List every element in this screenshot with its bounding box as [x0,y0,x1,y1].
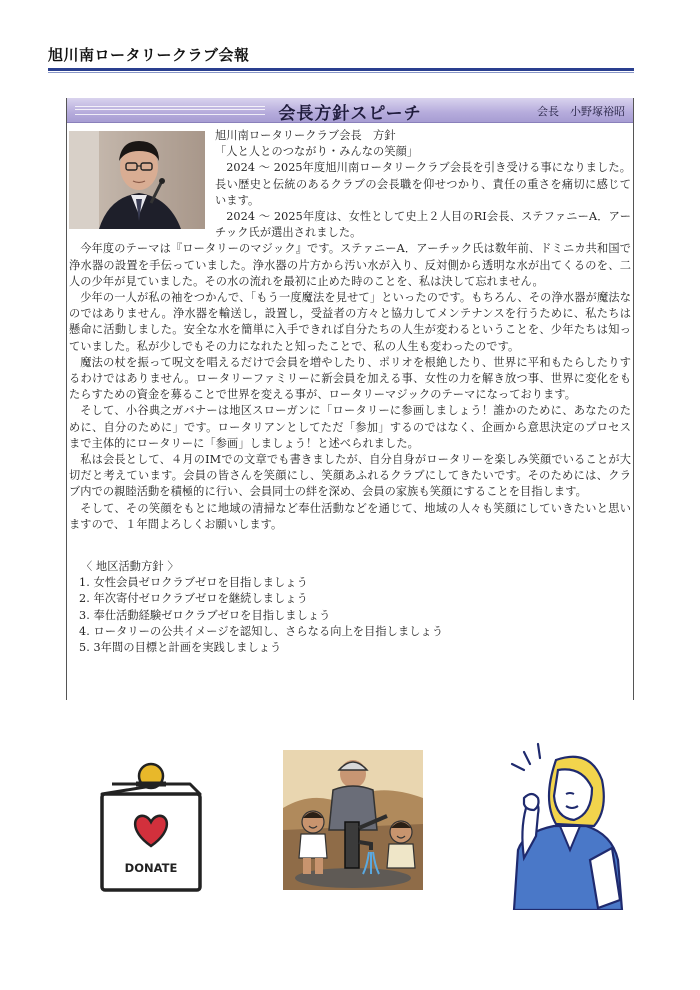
speech-body [69,128,631,656]
goal-item: 4. ロータリーの公共イメージを認知し、さらなる向上を目指しましょう [79,624,444,638]
goals-heading: 〈 地区活動方針 〉 [81,560,179,574]
water-pump-illustration [283,750,423,894]
header-rule [48,68,634,71]
header-rule-thin [48,72,634,73]
paragraph: 魔法の杖を振って呪文を唱えるだけで会員を増やしたり、ポリオを根絶したり、世界に平和もたらしたりするわけではありません。ロータリーファミリーに新会員を加える事、女性の力を解き放つ事、世界に変化をもたらすための資金を募ることで世界を変える事が、ロータリーマジックのテーマになっております。 [69,355,631,402]
paragraph: 私は会長として、４月のIMでの文章でも書きましたが、自分自身がロータリーを楽しみ笑顔でいることが大切だと考えています。会員の皆さんを笑顔にし、笑顔あふれるクラブにしてきたいです。そのためには、クラブ内での親睦活動を積極的に行い、会員同士の絆を深め、会員の家族も笑顔にすることを目指します。 [69,453,631,499]
goal-item: 3. 奉仕活動経験ゼロクラブゼロを目指しましょう [79,608,331,622]
photo-spacer [69,128,215,234]
businesswoman-illustration [494,740,624,914]
donate-box-illustration [98,762,208,896]
district-goals [69,559,631,656]
section-author: 会長 小野塚裕昭 [537,105,625,118]
goal-item: 2. 年次寄付ゼロクラブゼロを継続しましょう [79,592,308,606]
paragraph: 2024 ～ 2025年度旭川南ロータリークラブ会長を引き受ける事になりました。長い歴史と伝統のあるクラブの会長職を仰せつかり、責任の重さを痛切に感じています。 [215,161,631,207]
lead-line: 「人と人とのつながり・みんなの笑顔」 [215,145,419,159]
speech-article [66,98,634,700]
goal-item: 1. 女性会員ゼロクラブゼロを目指しましょう [79,576,308,590]
section-banner [67,98,633,123]
lead-line: 旭川南ロータリークラブ会長 方針 [215,129,396,142]
paragraph: そして、その笑顔をもとに地域の清掃など奉仕活動などを通じて、地域の人々も笑顔にしていきたいと思いますので、１年間よろしくお願いします。 [69,501,631,531]
newsletter-title: 旭川南ロータリークラブ会報 [48,46,250,64]
paragraph: 今年度のテーマは『ロータリーのマジック』です。ステァニーA．アーチック氏は数年前、ドミニカ共和国で浄水器の設置を手伝っていました。浄水器の片方から汚い水が入り、反対側から透明な水が出てくるのを、二人の少年が見ていました。その水の流れを最初に止めた時のことを、私は決して忘れません。 [69,242,631,288]
goal-item: 5. 3年間の目標と計画を実践しましょう [79,641,282,655]
donate-label: DONATE [124,861,178,875]
paragraph: 少年の一人が私の袖をつかんで、「もう一度魔法を見せて」といったのです。もちろん、その浄水器が魔法なのではありません。浄水器を輸送し，設置し，受益者の方々と協力してメンテナンスを行うために、私たちは懸命に活動しました。安全な水を簡単に入手できれば自分たちの人生が変わるということを、少年たちは知っていました。私が少しでもその力になれたと知ったことで、私の人生も変わったのです。 [69,291,631,353]
section-title: 会長方針スピーチ [278,104,422,124]
paragraph: そして、小谷典之ガバナーは地区スローガンに「ロータリーに参画しましょう！誰かのために、あなたのために、自分のために」です。ロータリアンとしてただ「参加」するのではなく、企画から意思決定のプロセスまで主体的にロータリーに「参画」しましょう！と述べられました。 [69,404,631,450]
paragraph: 2024 ～ 2025年度は、女性として史上２人目のRI会長、ステファニーA．アーチック氏が選出されました。 [215,210,631,240]
